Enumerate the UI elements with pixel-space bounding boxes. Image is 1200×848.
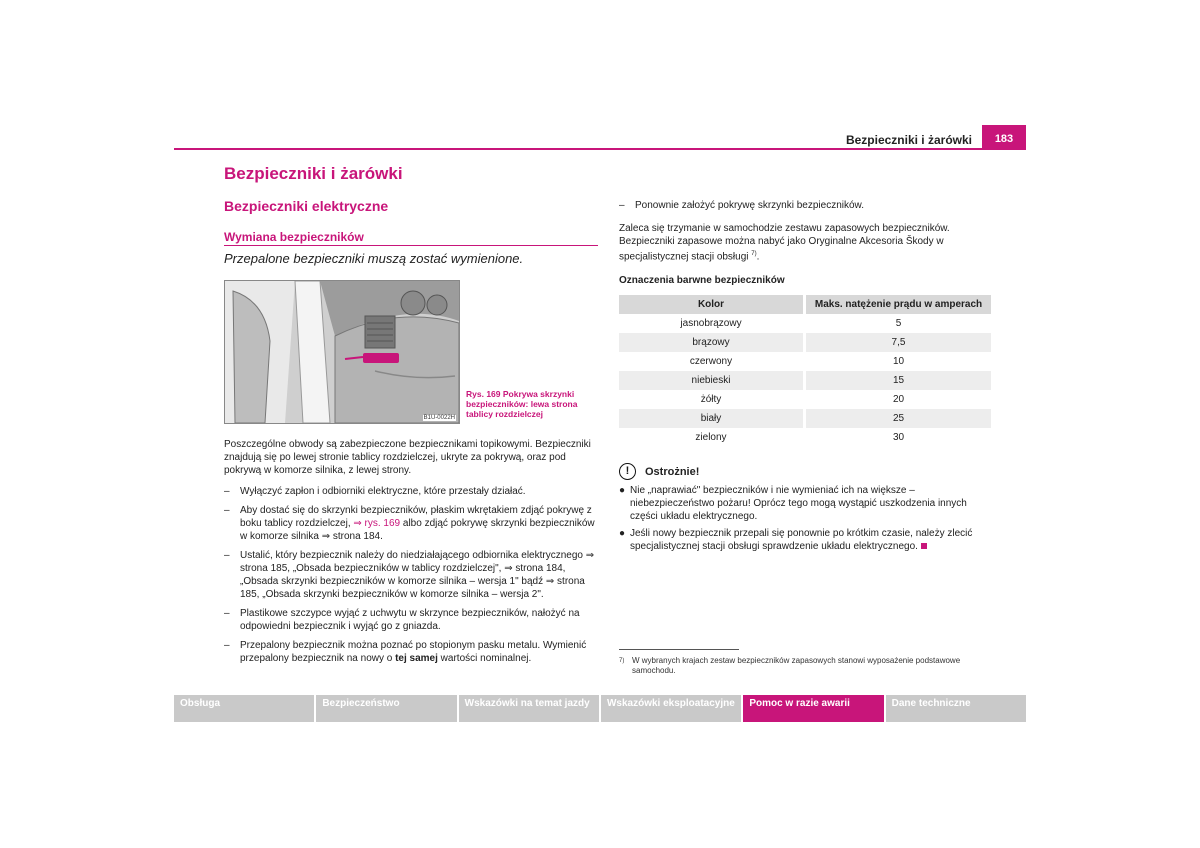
spare-fuses-text: Zaleca się trzymanie w samochodzie zestawu zapasowych bezpieczników. Bezpieczniki zapasowe można nabyć jako Oryginalne Akcesoria Škody w specjalistycznej stacji obsługi — [619, 223, 950, 263]
spare-fuses-paragraph: Zaleca się trzymanie w samochodzie zestawu zapasowych bezpieczników. Bezpieczniki zapasowe można nabyć jako Oryginalne Akcesoria Škody w specjalistycznej stacji obsługi $^{7)}$. — [619, 223, 950, 263]
fuse-color-table — [619, 295, 991, 447]
table-row — [619, 409, 991, 428]
dash-marker: – — [224, 486, 230, 497]
step-text: Ustalić, który bezpiecznik należy do niedziałającego odbiornika elektrycznego ⇒ strona 185, „Obsada bezpieczników w tablicy rozdzielczej", ⇒ strona 184, „Obsada skrzynki bezpieczników w komorze silnika – wersja 1" bądź ⇒ strona 185, „Obsada skrzynki bezpieczników w komorze silnika – wersja 2". — [240, 550, 595, 600]
step-text-part: Aby dostać się do skrzynki bezpieczników, płaskim wkrętakiem zdjąć pokrywę z boku tablicy rozdzielczej, — [240, 505, 592, 529]
figure-caption: Rys. 169 Pokrywa skrzynki bezpieczników: lewa strona tablicy rozdzielczej — [466, 389, 578, 419]
nav-tab-wskazowki-jazdy[interactable]: Wskazówki na temat jazdy — [459, 695, 599, 722]
list-item — [224, 549, 598, 601]
table-cell: 25 — [805, 409, 992, 428]
table-row — [619, 314, 991, 333]
nav-tab-pomoc-awarii[interactable]: Pomoc w razie awarii — [743, 695, 883, 722]
list-item — [224, 639, 598, 665]
caution-text: Nie „naprawiać" bezpieczników i nie wymieniać ich na większe – niebezpieczeństwo pożaru! Oprócz tego mogą wystąpić uszkodzenia innych części układu elektrycznego. — [630, 485, 967, 522]
dash-marker: – — [224, 505, 230, 516]
table-cell: 10 — [805, 352, 992, 371]
table-cell: 15 — [805, 371, 992, 390]
footnote-ref: 7) — [751, 251, 757, 257]
table-cell: niebieski — [619, 371, 805, 390]
color-table-heading: Oznaczenia barwne bezpieczników — [619, 275, 785, 286]
fuse-box-cover-figure — [224, 280, 460, 424]
table-cell: biały — [619, 409, 805, 428]
step-text: Ponownie założyć pokrywę skrzynki bezpieczników. — [635, 200, 864, 211]
list-item — [619, 484, 993, 523]
footnote-text: W wybranych krajach zestaw bezpieczników zapasowych stanowi wyposażenie podstawowe samochodu. — [632, 656, 961, 675]
caution-icon: ! — [619, 463, 636, 480]
table-cell: brązowy — [619, 333, 805, 352]
figure-code: B1U-0022H — [423, 415, 455, 421]
dash-marker: – — [224, 640, 230, 651]
caution-text-part: Jeśli nowy bezpiecznik przepali się ponownie po krótkim czasie, należy zlecić specjalistycznej stacji obsługi sprawdzenie układu elektrycznego. — [630, 528, 973, 552]
table-cell: zielony — [619, 428, 805, 447]
footnote-mark: 7) — [619, 658, 625, 664]
dash-marker: – — [619, 200, 625, 211]
column-header: Kolor — [619, 295, 805, 314]
table-cell: czerwony — [619, 352, 805, 371]
table-cell: 5 — [805, 314, 992, 333]
table-row — [619, 352, 991, 371]
section-title: Bezpieczniki elektryczne — [224, 198, 389, 214]
running-header-title: Bezpieczniki i żarówki — [845, 133, 972, 147]
steps-list — [224, 485, 598, 671]
bullet-icon: ● — [619, 528, 626, 539]
list-item — [224, 504, 598, 543]
step-text — [240, 639, 598, 665]
chapter-title: Bezpieczniki i żarówki — [224, 164, 403, 183]
section-end-icon — [921, 543, 927, 549]
table-header-row — [619, 295, 991, 314]
caution-text — [630, 527, 993, 553]
table-row — [619, 390, 991, 409]
table-row — [619, 333, 991, 352]
section-nav-bar — [174, 695, 1026, 722]
bullet-icon: ● — [619, 485, 626, 496]
header-rule — [174, 148, 1026, 150]
page-number: 183 — [982, 125, 1026, 149]
table-cell: jasnobrązowy — [619, 314, 805, 333]
step-text-part: Przepalony bezpiecznik można poznać po stopionym pasku metalu. Wymienić przepalony bezpiecznik na nowy o — [240, 640, 587, 664]
nav-tab-wskazowki-eksploatacyjne[interactable]: Wskazówki eksploatacyjne — [601, 695, 741, 722]
dash-marker: – — [224, 608, 230, 619]
table-row — [619, 428, 991, 447]
footnote-rule — [619, 649, 739, 650]
list-item — [619, 199, 993, 212]
column-header: Maks. natężenie prądu w amperach — [805, 295, 992, 314]
step-text-part: albo zdjąć pokrywę skrzynki bezpieczników w komorze silnika ⇒ strona 184. — [240, 518, 595, 542]
table-cell: 20 — [805, 390, 992, 409]
table-cell: 7,5 — [805, 333, 992, 352]
figure-reference-link[interactable]: ⇒ rys. 169 — [353, 518, 401, 529]
dash-marker: – — [224, 550, 230, 561]
list-item — [619, 527, 993, 553]
footnote — [619, 656, 993, 676]
subsection-rule — [224, 245, 598, 246]
step-text-part: wartości nominalnej. — [437, 653, 532, 664]
caution-title: Ostrożnie! — [645, 466, 700, 478]
nav-tab-obsluga[interactable]: Obsługa — [174, 695, 314, 722]
nav-tab-dane-techniczne[interactable]: Dane techniczne — [886, 695, 1026, 722]
table-cell: 30 — [805, 428, 992, 447]
list-item — [224, 485, 598, 498]
table-row — [619, 371, 991, 390]
dashboard-illustration — [225, 281, 459, 423]
intro-paragraph: Poszczególne obwody są zabezpieczone bezpiecznikami topikowymi. Bezpieczniki znajdują się po lewej stronie tablicy rozdzielczej, ukryte za pokrywą, oraz pod pokrywą w komorze silnika, z lewej strony. — [224, 439, 591, 476]
emphasis: tej samej — [395, 653, 438, 664]
list-item — [224, 607, 598, 633]
step-text: Plastikowe szczypce wyjąć z uchwytu w skrzynce bezpieczników, nałożyć na odpowiedni bezpiecznik i wyjąć go z gniazda. — [240, 608, 580, 632]
subsection-title: Wymiana bezpieczników — [224, 230, 364, 244]
table-cell: żółty — [619, 390, 805, 409]
nav-tab-bezpieczenstwo[interactable]: Bezpieczeństwo — [316, 695, 456, 722]
step-text — [240, 504, 598, 543]
caution-list — [619, 484, 993, 557]
lead-text: Przepalone bezpieczniki muszą zostać wymienione. — [224, 251, 524, 266]
step-text: Wyłączyć zapłon i odbiorniki elektryczne, które przestały działać. — [240, 486, 526, 497]
